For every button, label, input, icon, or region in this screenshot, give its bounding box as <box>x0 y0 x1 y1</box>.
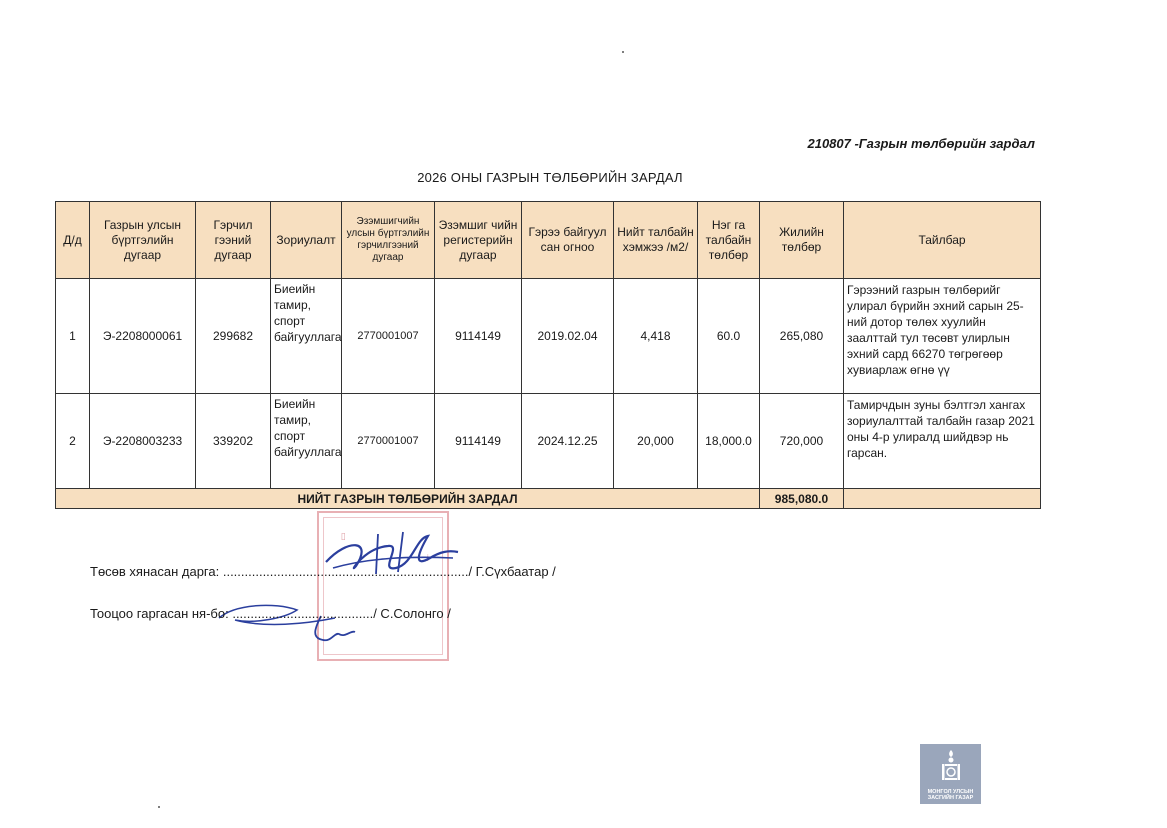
soyombo-icon <box>936 748 966 782</box>
cell-register: 9114149 <box>435 279 522 394</box>
total-label: НИЙТ ГАЗРЫН ТӨЛБӨРИЙН ЗАРДАЛ <box>56 489 760 509</box>
cell-area: 20,000 <box>614 394 698 489</box>
cell-per-ha: 60.0 <box>698 279 760 394</box>
col-header-register: Эзэмшиг чийн регистерийн дугаар <box>435 202 522 279</box>
cell-contract-date: 2019.02.04 <box>522 279 614 394</box>
cell-contract-date: 2024.12.25 <box>522 394 614 489</box>
cell-area: 4,418 <box>614 279 698 394</box>
document-code-title: 210807 -Газрын төлбөрийн зардал <box>807 136 1035 151</box>
col-header-area: Нийт талбайн хэмжээ /м2/ <box>614 202 698 279</box>
col-header-no: Д/д <box>56 202 90 279</box>
col-header-certificate: Гэрчил гээний дугаар <box>196 202 271 279</box>
cell-per-ha: 18,000.0 <box>698 394 760 489</box>
total-empty-cell <box>844 489 1041 509</box>
cell-no: 2 <box>56 394 90 489</box>
emblem-caption: МОНГОЛ УЛСЫН ЗАСГИЙН ГАЗАР <box>927 789 974 801</box>
approver-name: / Г.Сүхбаатар / <box>468 564 556 579</box>
col-header-per-ha: Нэг га талбайн төлбөр <box>698 202 760 279</box>
cell-registry: Э-2208003233 <box>90 394 196 489</box>
col-header-owner-cert: Эзэмшигчийн улсын бүртгэлийн гэрчилгээний дугаар <box>342 202 435 279</box>
document-title: 2026 ОНЫ ГАЗРЫН ТӨЛБӨРИЙН ЗАРДАЛ <box>417 170 683 185</box>
cell-certificate: 339202 <box>196 394 271 489</box>
preparer-dots: ....................................... <box>232 606 374 621</box>
cell-registry: Э-2208000061 <box>90 279 196 394</box>
table-row <box>56 394 1041 489</box>
government-emblem <box>920 744 981 804</box>
cell-note: Тамирчдын зуны бэлтгэл хангах зориулалттай талбайн газар 2021 оны 4-р улиралд шийдвэр нь гарсан. <box>844 394 1041 489</box>
table-row <box>56 279 1041 394</box>
scan-speck <box>622 51 624 53</box>
cell-owner-cert: 2770001007 <box>342 394 435 489</box>
cell-owner-cert: 2770001007 <box>342 279 435 394</box>
official-stamp: ▭ ⁞ <box>317 511 449 661</box>
cell-certificate: 299682 <box>196 279 271 394</box>
cell-note: Гэрээний газрын төлбөрийг улирал бүрийн эхний сарын 25-ний дотор төлөх хуулийн заалттай тул төсөвт улирлын эхний сард 66270 төгрөгөөр хувиарлаж өгнө үү <box>844 279 1041 394</box>
col-header-purpose: Зориулалт <box>271 202 342 279</box>
col-header-annual: Жилийн төлбөр <box>760 202 844 279</box>
cell-no: 1 <box>56 279 90 394</box>
cell-register: 9114149 <box>435 394 522 489</box>
preparer-label: Тооцоо гаргасан ня-бо: <box>90 606 233 621</box>
approver-label: Төсөв хянасан дарга: <box>90 564 223 579</box>
scan-speck <box>158 806 160 808</box>
total-value: 985,080.0 <box>760 489 844 509</box>
approver-dots: .................................................................... <box>222 564 469 579</box>
table-header-row <box>56 202 1041 279</box>
col-header-note: Тайлбар <box>844 202 1041 279</box>
cell-purpose: Биеийн тамир, спорт байгууллага <box>271 279 342 394</box>
approver-line <box>90 564 556 579</box>
col-header-registry: Газрын улсын бүртгэлийн дугаар <box>90 202 196 279</box>
cell-annual: 265,080 <box>760 279 844 394</box>
total-row <box>56 489 1041 509</box>
col-header-contract-date: Гэрээ байгуул сан огноо <box>522 202 614 279</box>
land-fee-table <box>55 201 1041 509</box>
preparer-line <box>90 606 451 621</box>
cell-annual: 720,000 <box>760 394 844 489</box>
preparer-name: / С.Солонго / <box>373 606 451 621</box>
cell-purpose: Биеийн тамир, спорт байгууллага <box>271 394 342 489</box>
